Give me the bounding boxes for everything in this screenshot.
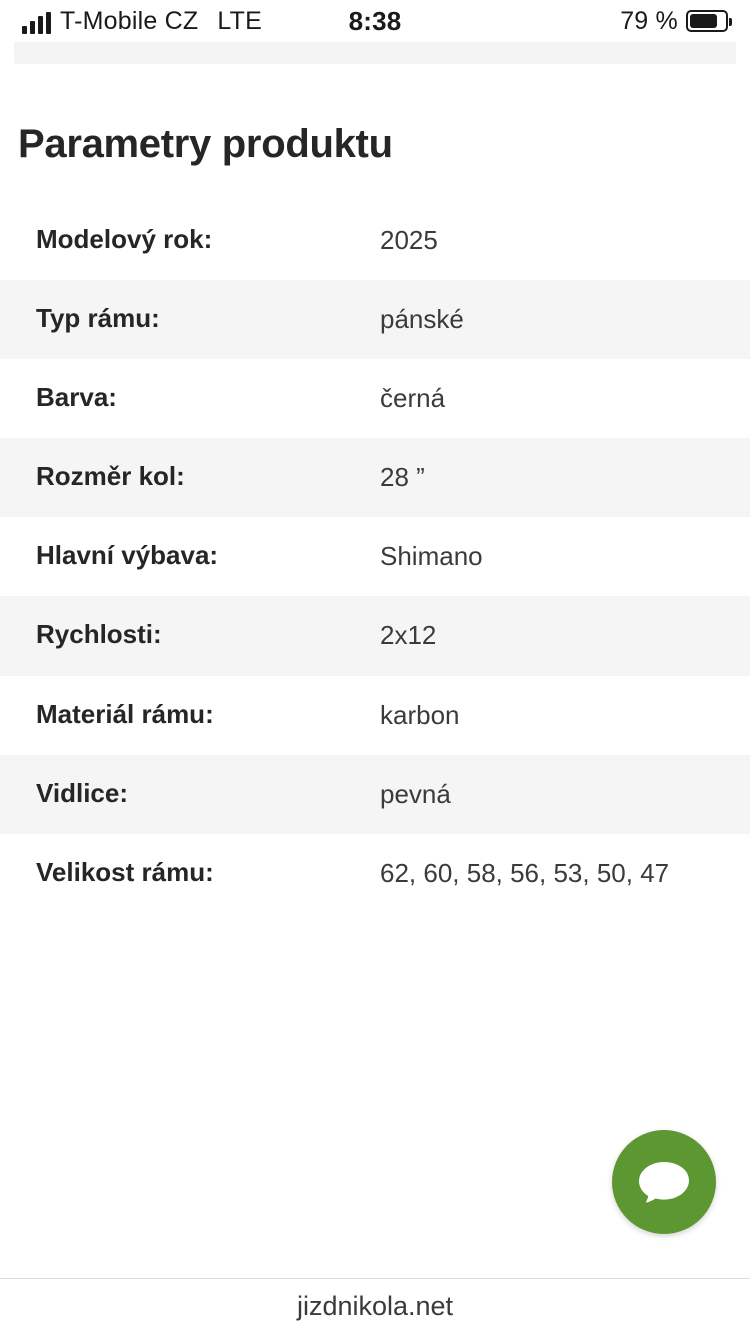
- param-value: černá: [380, 383, 446, 414]
- param-value: karbon: [380, 699, 460, 730]
- table-row: [0, 438, 750, 517]
- param-label: Rychlosti:: [36, 619, 162, 650]
- param-label: Modelový rok:: [36, 224, 213, 254]
- param-value: 2025: [380, 225, 438, 255]
- clock: 8:38: [348, 5, 402, 36]
- status-bar-right: [620, 7, 728, 36]
- param-value: 62, 60, 58, 56, 53, 50, 47: [380, 857, 670, 888]
- page-content: [0, 42, 750, 913]
- status-bar: [0, 0, 750, 42]
- param-value: 28 ”: [380, 462, 425, 493]
- param-label: Materiál rámu:: [36, 698, 214, 729]
- table-row: [0, 359, 750, 438]
- table-row: [0, 834, 750, 913]
- param-value: pánské: [380, 304, 464, 335]
- page-title: Parametry produktu: [18, 122, 393, 166]
- param-label: Hlavní výbava:: [36, 540, 219, 571]
- footer-bar: [0, 1278, 750, 1334]
- battery-icon: [686, 10, 728, 32]
- table-row: [0, 280, 750, 359]
- carrier-label: T-Mobile CZ: [60, 6, 199, 35]
- param-label: Barva:: [36, 382, 117, 413]
- site-name-label: jizdnikola.net: [296, 1291, 454, 1321]
- content-placeholder-strip: [14, 42, 736, 64]
- chat-bubble-icon: [637, 1160, 691, 1204]
- network-type-label: LTE: [217, 6, 262, 35]
- status-bar-left: [22, 6, 262, 35]
- param-label: Rozměr kol:: [36, 461, 185, 492]
- product-parameters-table: [0, 201, 750, 913]
- table-row: [0, 676, 750, 755]
- param-value: Shimano: [380, 541, 483, 572]
- signal-bars-icon: [22, 12, 51, 34]
- param-label: Typ rámu:: [36, 303, 160, 334]
- param-value: 2x12: [380, 620, 437, 651]
- param-value: pevná: [380, 778, 451, 809]
- chat-button[interactable]: [612, 1130, 716, 1234]
- param-label: Velikost rámu:: [36, 856, 214, 887]
- param-label: Vidlice:: [36, 777, 129, 808]
- table-row: [0, 517, 750, 596]
- table-row: [0, 201, 750, 280]
- table-row: [0, 755, 750, 834]
- battery-percent-label: 79 %: [620, 6, 678, 35]
- table-row: [0, 596, 750, 675]
